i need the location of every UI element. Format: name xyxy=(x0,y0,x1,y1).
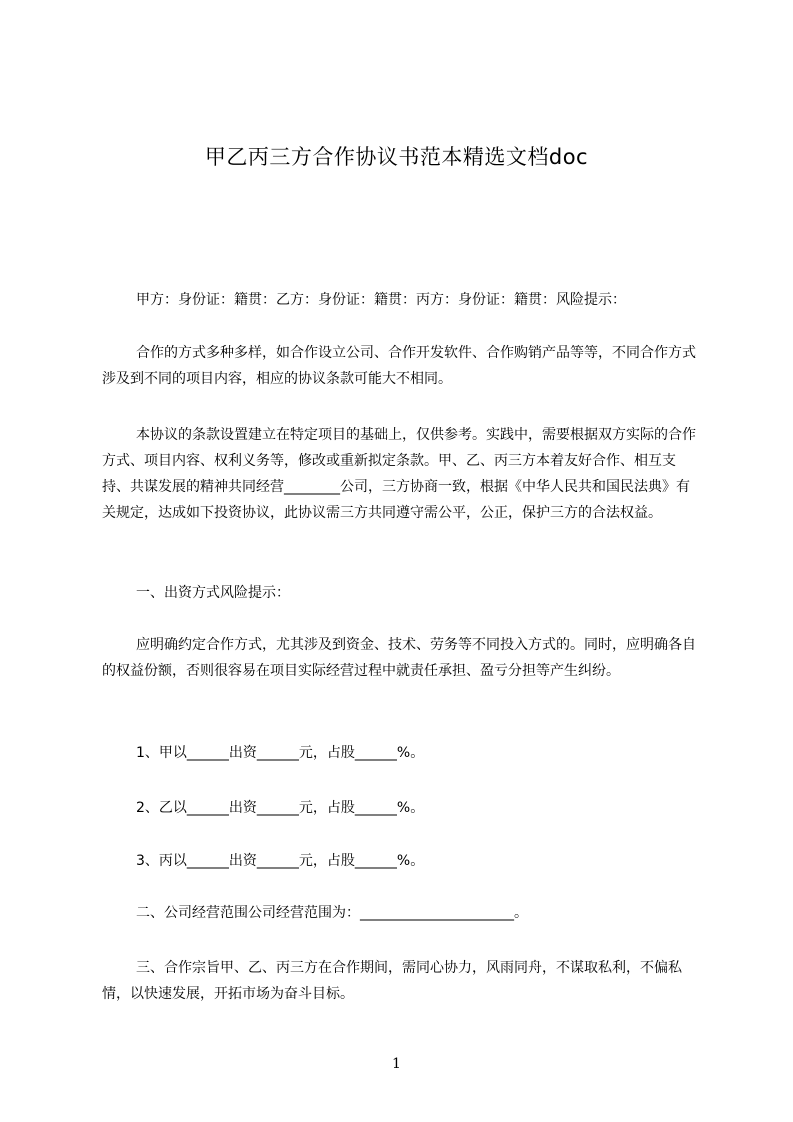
section-heading-capital-risk: 一、出资方式风险提示： xyxy=(136,585,290,601)
paragraph-capital-risk: 应明确约定合作方式，尤其涉及到资金、技术、劳务等不同投入方式的。同时，应明确各自的权益份额，否则很容易在项目实际经营过程中就责任承担、盈亏分担等产生纠纷。 xyxy=(102,637,696,679)
contribution-line-jia: 1、甲以______出资______元，占股______%。 xyxy=(136,745,425,761)
section-cooperation-purpose: 三、合作宗旨甲、乙、丙三方在合作期间，需同心协力，风雨同舟，不谋取私利，不偏私情，以快速发展，开拓市场为奋斗目标。 xyxy=(102,960,682,1002)
document-title: 甲乙丙三方合作协议书范本精选文档doc xyxy=(204,145,589,169)
paragraph-cooperation-forms: 合作的方式多种多样，如合作设立公司、合作开发软件、合作购销产品等等，不同合作方式涉及到不同的项目内容，相应的协议条款可能大不相同。 xyxy=(102,345,696,387)
parties-line: 甲方：身份证：籍贯：乙方：身份证：籍贯：丙方：身份证：籍贯：风险提示： xyxy=(136,292,626,308)
page-number: 1 xyxy=(392,1056,401,1072)
contribution-line-bing: 3、丙以______出资______元，占股______%。 xyxy=(136,853,425,869)
section-business-scope: 二、公司经营范围公司经营范围为：______________________。 xyxy=(136,905,528,921)
contribution-line-yi: 2、乙以______出资______元，占股______%。 xyxy=(136,800,425,816)
paragraph-agreement-basis: 本协议的条款设置建立在特定项目的基础上，仅供参考。实践中，需要根据双方实际的合作方式、项目内容、权利义务等，修改或重新拟定条款。甲、乙、丙三方本着友好合作、相互支持、共谋发展的精神共同经营________公司，三方协商一致，根据《中华人民共和国民法典》有关规定，达成如下投资协议，此协议需三方共同遵守需公平，公正，保护三方的合法权益。 xyxy=(102,427,696,521)
